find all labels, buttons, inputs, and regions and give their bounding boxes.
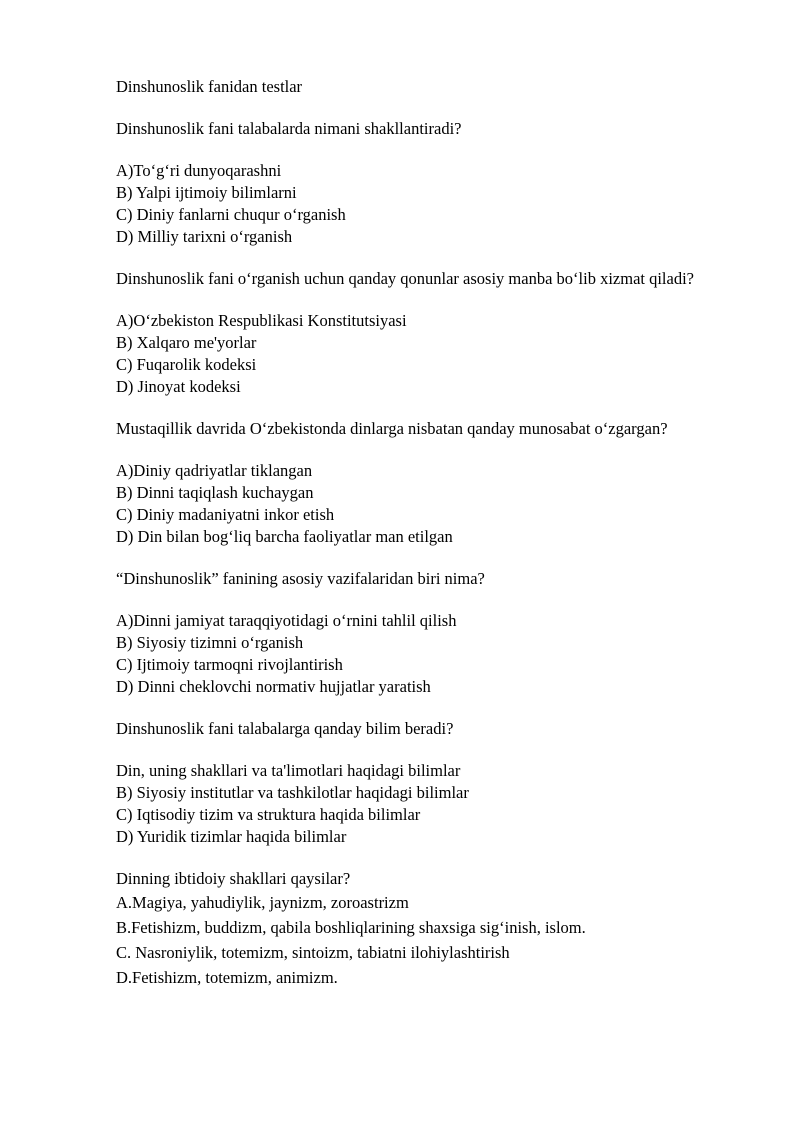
question-text: Mustaqillik davrida O‘zbekistonda dinlarga nisbatan qanday munosabat o‘zgargan? bbox=[116, 419, 668, 438]
question-block-3 bbox=[116, 418, 736, 548]
question-text: Dinshunoslik fani talabalarda nimani shakllantiradi? bbox=[116, 119, 462, 138]
question-text: Dinshunoslik fani talabalarga qanday bilim beradi? bbox=[116, 719, 454, 738]
option-a: Din, uning shakllari va ta'limotlari haqidagi bilimlar bbox=[116, 761, 461, 780]
option-c: C) Iqtisodiy tizim va struktura haqida bilimlar bbox=[116, 805, 421, 824]
options-list bbox=[116, 610, 736, 698]
option-d: D) Yuridik tizimlar haqida bilimlar bbox=[116, 827, 347, 846]
option-a: A)O‘zbekiston Respublikasi Konstitutsiyasi bbox=[116, 311, 407, 330]
question-text: Dinshunoslik fani o‘rganish uchun qanday qonunlar asosiy manba bo‘lib xizmat qiladi? bbox=[116, 269, 694, 288]
options-list bbox=[116, 760, 736, 848]
option-a: A)To‘g‘ri dunyoqarashni bbox=[116, 161, 282, 180]
option-c: C) Fuqarolik kodeksi bbox=[116, 355, 257, 374]
option-a: A.Magiya, yahudiylik, jaynizm, zoroastrizm bbox=[116, 893, 409, 912]
option-b: B) Dinni taqiqlash kuchaygan bbox=[116, 483, 314, 502]
question-block-1 bbox=[116, 118, 736, 248]
question-text: “Dinshunoslik” fanining asosiy vazifalaridan biri nima? bbox=[116, 569, 485, 588]
option-d: D) Din bilan bog‘liq barcha faoliyatlar man etilgan bbox=[116, 527, 453, 546]
question-block-2 bbox=[116, 268, 736, 398]
question-text: Dinning ibtidoiy shakllari qaysilar? bbox=[116, 869, 351, 888]
question-block-6 bbox=[116, 868, 736, 990]
option-b: B) Xalqaro me'yorlar bbox=[116, 333, 257, 352]
options-list bbox=[116, 890, 736, 990]
option-d: D.Fetishizm, totemizm, animizm. bbox=[116, 968, 338, 987]
option-b: B) Siyosiy tizimni o‘rganish bbox=[116, 633, 304, 652]
document-page bbox=[116, 76, 736, 990]
option-b: B) Siyosiy institutlar va tashkilotlar haqidagi bilimlar bbox=[116, 783, 469, 802]
option-c: C) Ijtimoiy tarmoqni rivojlantirish bbox=[116, 655, 343, 674]
option-d: D) Dinni cheklovchi normativ hujjatlar yaratish bbox=[116, 677, 431, 696]
option-d: D) Jinoyat kodeksi bbox=[116, 377, 241, 396]
option-c: C) Diniy fanlarni chuqur o‘rganish bbox=[116, 205, 346, 224]
option-b: B) Yalpi ijtimoiy bilimlarni bbox=[116, 183, 297, 202]
option-b: B.Fetishizm, buddizm, qabila boshliqlarining shaxsiga sig‘inish, islom. bbox=[116, 918, 586, 937]
question-block-5 bbox=[116, 718, 736, 848]
document-title: Dinshunoslik fanidan testlar bbox=[116, 77, 303, 96]
option-d: D) Milliy tarixni o‘rganish bbox=[116, 227, 293, 246]
options-list bbox=[116, 310, 736, 398]
option-a: A)Dinni jamiyat taraqqiyotidagi o‘rnini tahlil qilish bbox=[116, 611, 457, 630]
option-a: A)Diniy qadriyatlar tiklangan bbox=[116, 461, 313, 480]
option-c: C) Diniy madaniyatni inkor etish bbox=[116, 505, 335, 524]
option-c: C. Nasroniylik, totemizm, sintoizm, tabiatni ilohiylashtirish bbox=[116, 943, 510, 962]
options-list bbox=[116, 160, 736, 248]
options-list bbox=[116, 460, 736, 548]
question-block-4 bbox=[116, 568, 736, 698]
